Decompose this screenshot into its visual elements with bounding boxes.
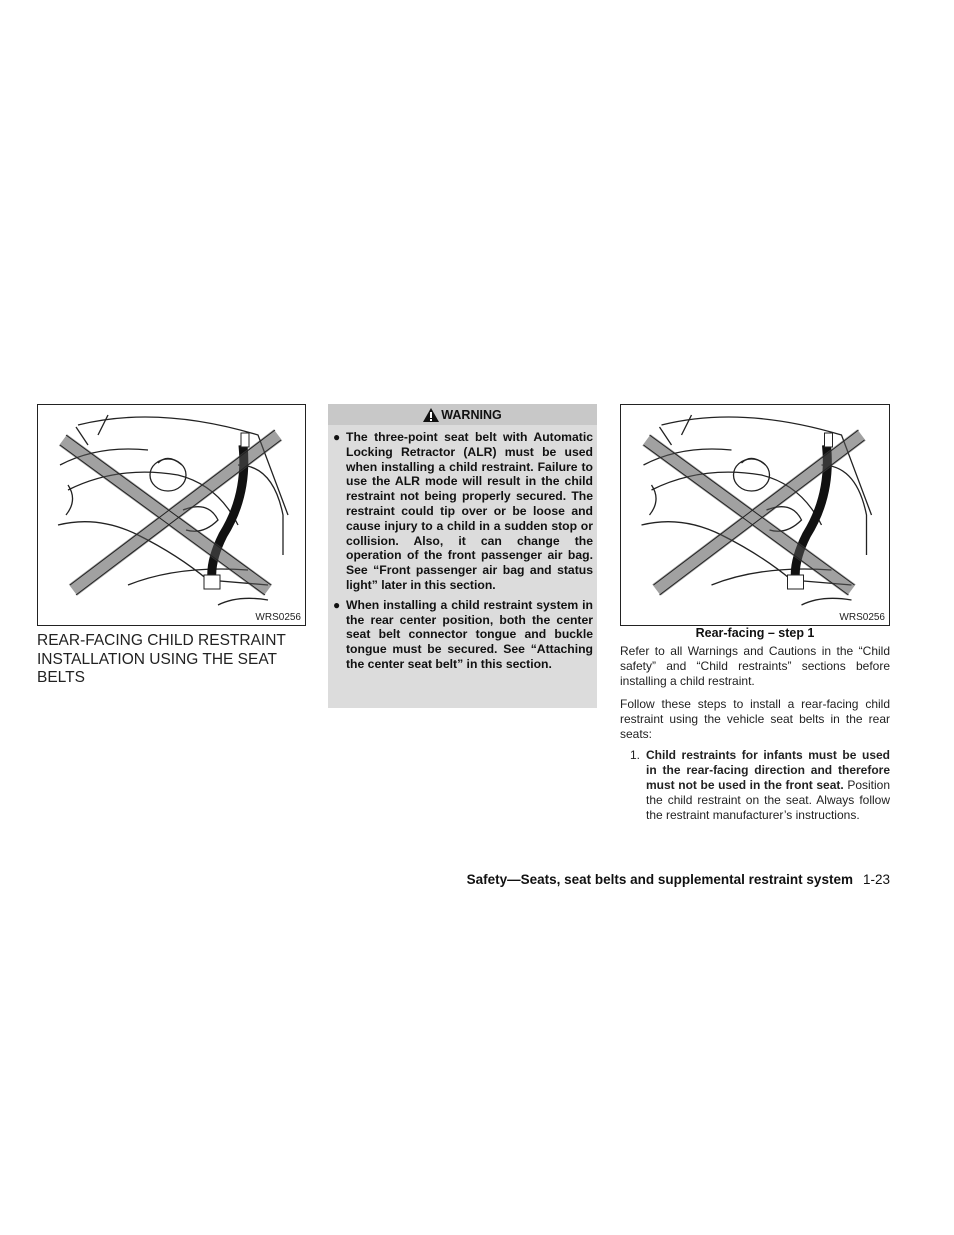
- warning-list: [328, 425, 597, 672]
- step-number: 1.: [630, 748, 641, 762]
- figure-code: WRS0256: [839, 612, 885, 623]
- figure-code: WRS0256: [255, 612, 301, 623]
- warning-title: WARNING: [441, 407, 502, 422]
- car-seat-illustration: [621, 405, 889, 625]
- step-text: Position the child restraint on the seat. Always follow the restraint manufacturer’s instructions.: [646, 778, 891, 822]
- warning-item: ● When installing a child restraint system in the rear center position, both the center seat belt connector tongue and buckle tongue must be secured. See “Attaching the center seat belt” in this section.: [333, 597, 593, 671]
- warning-header: [328, 404, 597, 425]
- step-body: [646, 748, 890, 823]
- warning-triangle-icon: [423, 408, 439, 422]
- figure-right: [620, 404, 890, 626]
- footer-title: Safety—Seats, seat belts and supplemental restraint system: [466, 872, 853, 887]
- step-item: [630, 748, 890, 823]
- section-heading: REAR-FACING CHILD RESTRAINT INSTALLATION USING THE SEAT BELTS: [37, 632, 286, 686]
- car-seat-illustration: [38, 405, 305, 625]
- bullet-icon: ●: [333, 430, 341, 444]
- step-bold-text: Child restraints for infants must be used in the rear-facing direction and therefore must not be used in the front seat.: [646, 748, 890, 792]
- page-footer: [467, 872, 890, 887]
- page-number: 1-23: [862, 872, 890, 887]
- figure-caption: Rear-facing – step 1: [695, 626, 815, 640]
- warning-box: [328, 404, 597, 708]
- figure-left: [37, 404, 306, 626]
- bullet-icon: ●: [333, 597, 341, 612]
- paragraph: Refer to all Warnings and Cautions in the “Child safety” and “Child restraints” sections before installing a child restraint.: [620, 644, 890, 688]
- warning-item: ● The three-point seat belt with Automatic Locking Retractor (ALR) must be used when installing a child restraint. Failure to use the ALR mode will result in the child restraint not being properly secured. The restraint could tip over or be loose and cause injury to a child in a sudden stop or collision. Also, it can change the operation of the front passenger air bag. See “Front passenger air bag and status light” later in this section.: [333, 430, 593, 592]
- paragraph: Follow these steps to install a rear-facing child restraint using the vehicle seat belts in the rear seats:: [620, 697, 890, 741]
